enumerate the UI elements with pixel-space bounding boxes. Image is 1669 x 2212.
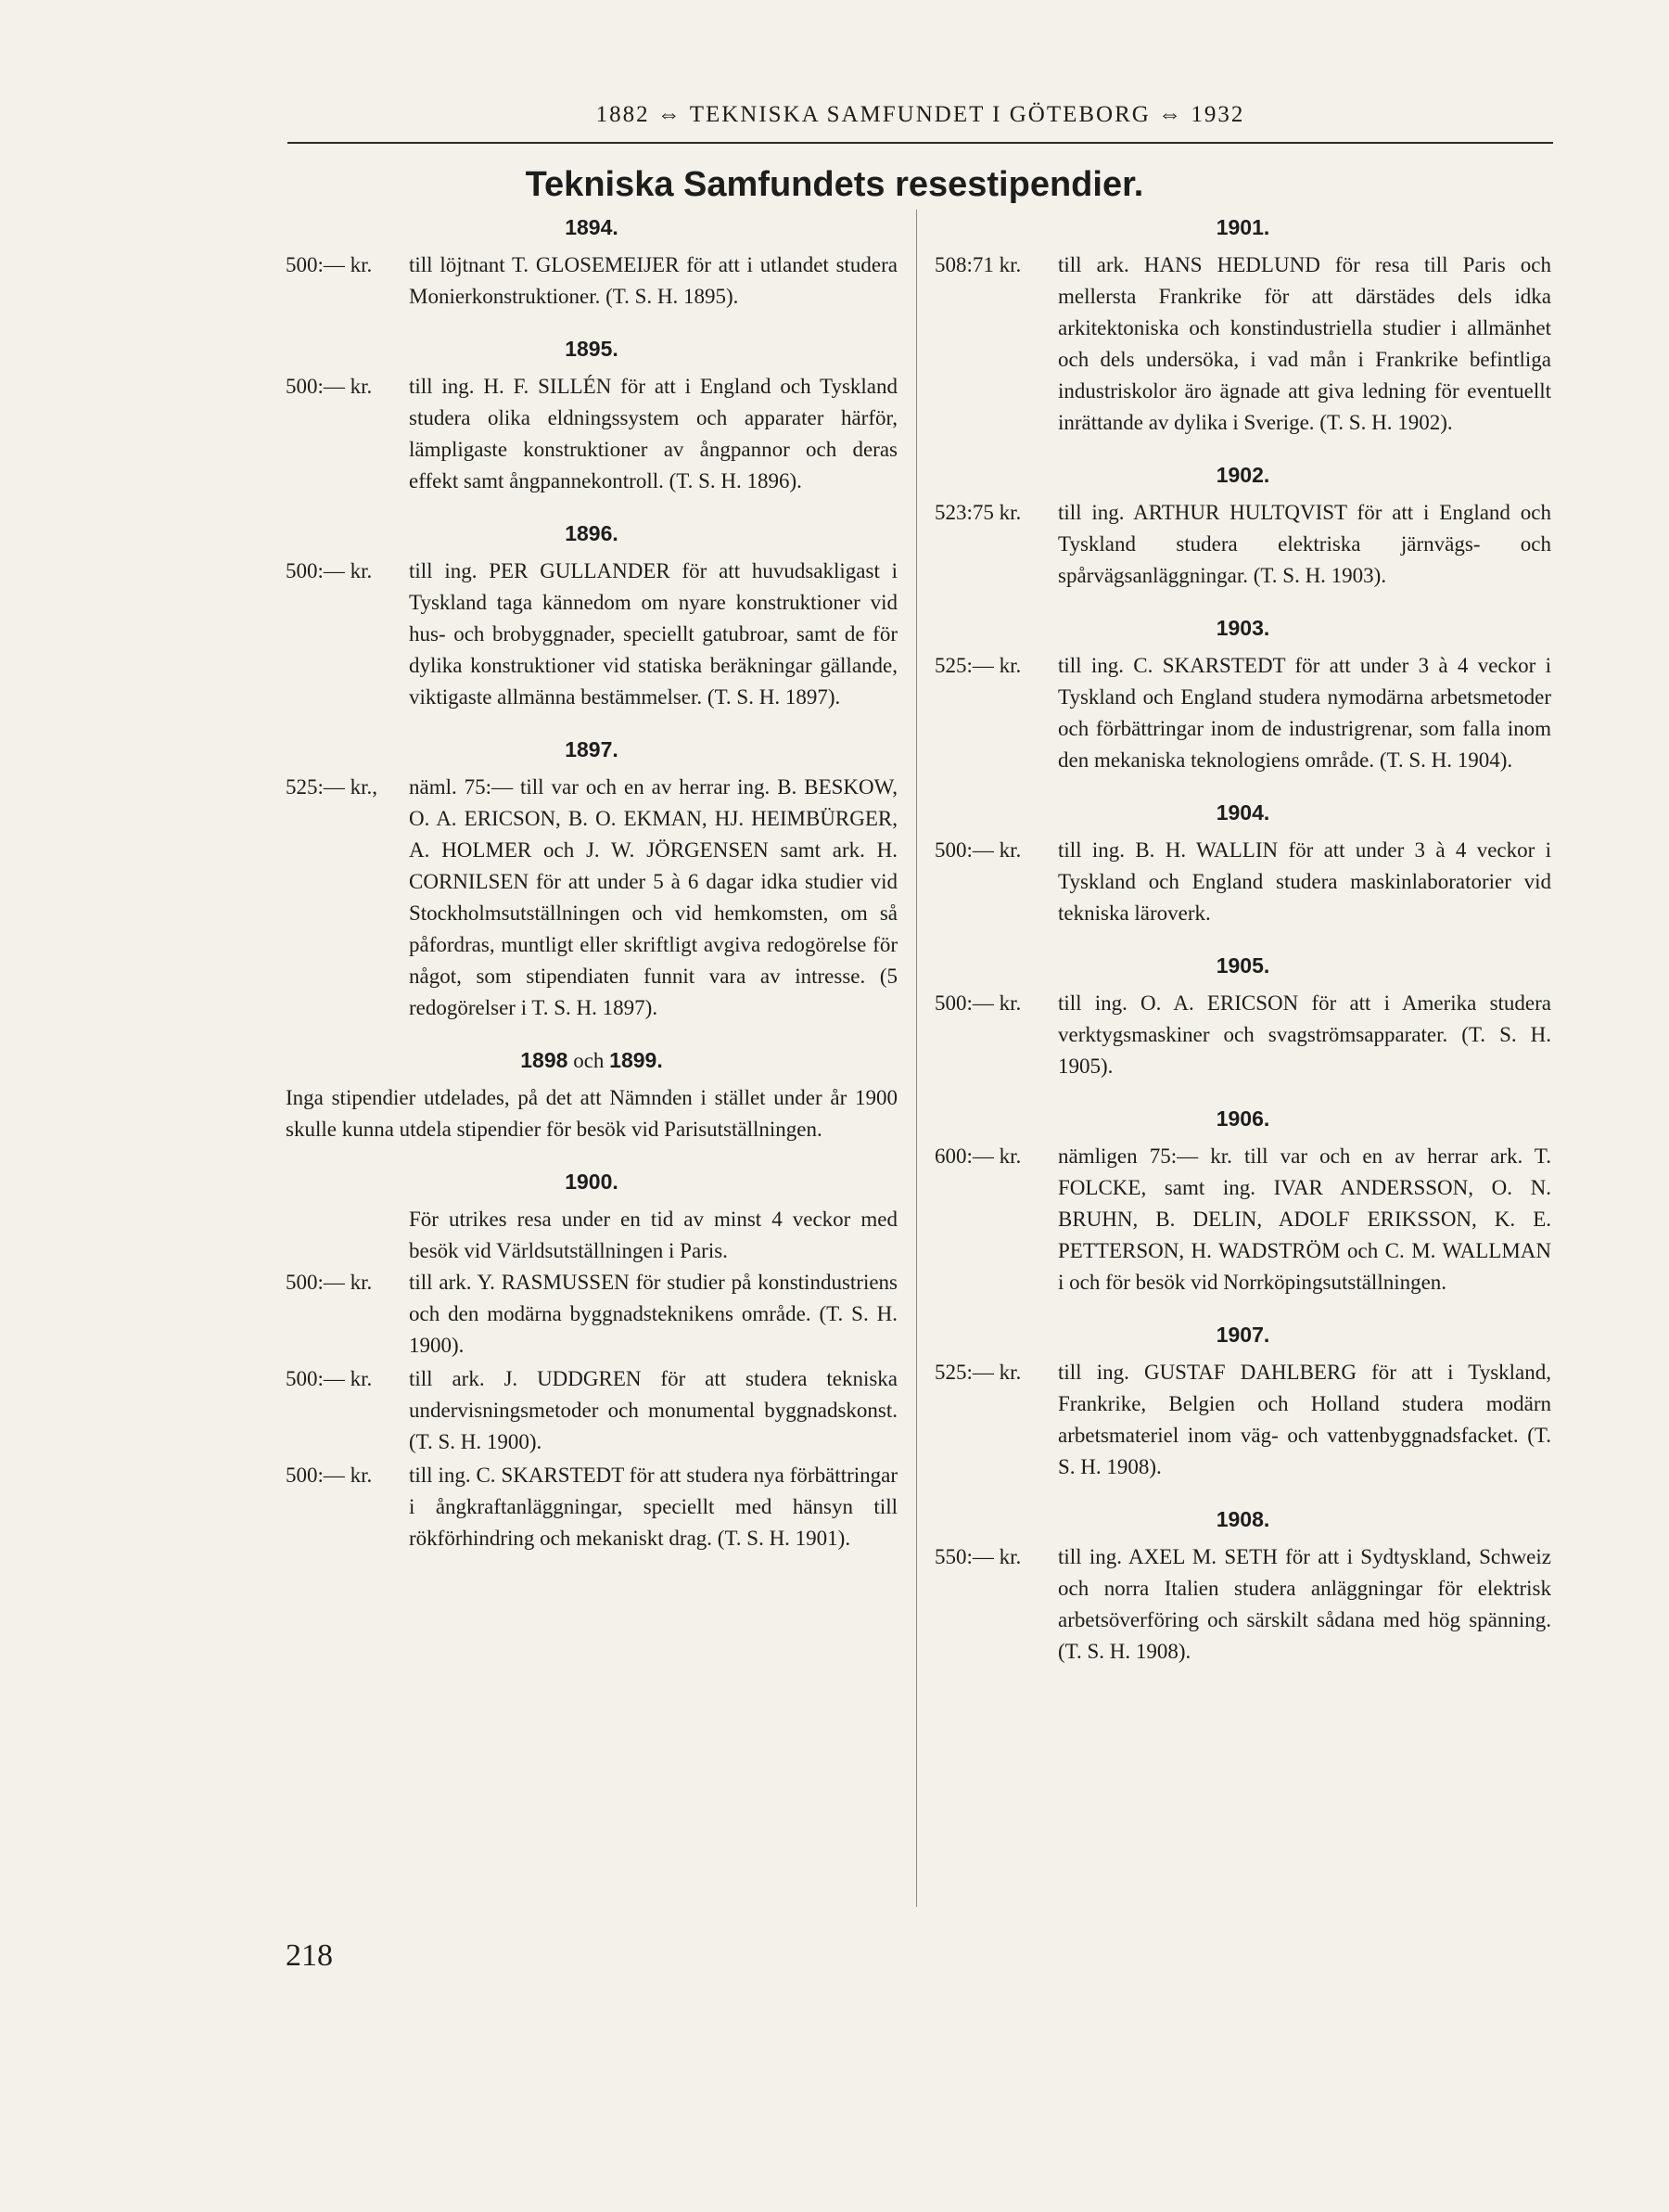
section-1904	[935, 800, 1551, 929]
entry-text: till ing. C. SKARSTEDT för att under 3 à 4 veckor i Tyskland och England studera nymodärna arbetsmetoder och förbättringar inom de industrigrenar, som falla inom den mekaniska teknologiens område. (T. S. H. 1904).	[1058, 654, 1551, 772]
stipend-entry	[935, 1357, 1551, 1483]
entry-text: till ing. GUSTAF DAHLBERG för att i Tyskland, Frankrike, Belgien och Holland studera modärn arbetsmateriel inom väg- och vattenbyggnadsfacket. (T. S. H. 1908).	[1058, 1361, 1551, 1478]
year-heading-second: 1899.	[609, 1048, 663, 1072]
section-1901	[935, 215, 1551, 439]
entry-text: till ing. B. H. WALLIN för att under 3 à 4 veckor i Tyskland och England studera maskinlaboratorier vid tekniska läroverk.	[1058, 838, 1551, 925]
stipend-entry	[935, 497, 1551, 592]
stipend-entry	[935, 1141, 1551, 1298]
year-heading: 1901.	[1216, 215, 1270, 239]
stipend-entry	[935, 835, 1551, 929]
stipend-entry	[286, 249, 898, 313]
stipend-entry	[935, 1541, 1551, 1668]
year-heading: 1897.	[565, 737, 618, 761]
year-heading	[286, 1048, 898, 1073]
entry-text: till löjtnant T. GLOSEMEIJER för att i utlandet studera Monierkonstruktioner. (T. S. H. 1895).	[409, 253, 898, 308]
entry-text: till ing. O. A. ERICSON för att i Amerika studera verktygsmaskiner och svagströmsapparater. (T. S. H. 1905).	[1058, 991, 1551, 1078]
year-heading: 1907.	[1216, 1323, 1270, 1347]
section-1905	[935, 953, 1551, 1082]
section-1902	[935, 463, 1551, 592]
entry-amount: 500:— kr.	[286, 375, 373, 398]
entry-text: nämligen 75:— kr. till var och en av herrar ark. T. FOLCKE, samt ing. IVAR ANDERSSON, O. N. BRUHN, B. DELIN, ADOLF ERIKSSON, K. E. PETTERSON, H. WADSTRÖM och C. M. WALLMAN i och för besök vid Norrköpingsutställningen.	[1058, 1144, 1551, 1294]
entry-amount: 525:— kr.,	[286, 775, 378, 799]
year-heading: 1906.	[1216, 1106, 1270, 1131]
stipend-entry	[286, 371, 898, 497]
section-paragraph: Inga stipendier utdelades, på det att Nämnden i stället under år 1900 skulle kunna utdela stipendier för besök vid Parisutställningen.	[286, 1086, 898, 1141]
entry-amount: 508:71 kr.	[935, 253, 1022, 276]
stipend-entry	[286, 1363, 898, 1458]
section-1894	[286, 215, 898, 313]
section-1906	[935, 1106, 1551, 1298]
entry-amount: 500:— kr.	[935, 838, 1022, 862]
column-divider	[916, 210, 917, 1907]
entry-text: till ark. HANS HEDLUND för resa till Paris och mellersta Frankrike för att därstädes dels idka arkitektoniska och konstindustriella studier i allmänhet och dels undersöka, i vad mån i Frankrike befintliga industriskolor äro ägnade att giva ledning för eventuellt inrättande av dylika i Sverige. (T. S. H. 1902).	[1058, 253, 1551, 434]
entry-amount: 550:— kr.	[935, 1545, 1022, 1568]
stipend-entry	[286, 1460, 898, 1554]
year-heading: 1903.	[1216, 616, 1270, 640]
page-title: Tekniska Samfundets resestipendier.	[525, 165, 1144, 204]
section-1895	[286, 337, 898, 497]
header-rule	[287, 142, 1553, 144]
entry-amount: 500:— kr.	[286, 253, 373, 276]
entry-text: till ing. C. SKARSTEDT för att studera nya förbättringar i ångkraftanläggningar, speciellt med hänsyn till rökförhindring och mekaniskt drag. (T. S. H. 1901).	[409, 1464, 898, 1550]
entry-amount: 600:— kr.	[935, 1144, 1022, 1168]
entry-amount: 523:75 kr.	[935, 501, 1022, 524]
entry-amount: 500:— kr.	[286, 1464, 373, 1487]
section-1908	[935, 1507, 1551, 1668]
year-heading: 1902.	[1216, 463, 1270, 487]
section-1896	[286, 521, 898, 713]
section-1907	[935, 1323, 1551, 1483]
section-1900	[286, 1170, 898, 1554]
section-1898-1899	[286, 1048, 898, 1145]
section-1903	[935, 616, 1551, 776]
stipend-entry	[286, 556, 898, 713]
page-number: 218	[286, 1938, 333, 1973]
right-column	[935, 215, 1551, 1692]
entry-text: till ing. PER GULLANDER för att huvudsakligast i Tyskland taga kännedom om nyare konstruktioner vid hus- och brobyggnader, speciellt gatubroar, samt de för dylika konstruktioner vid statiska beräkningar gällande, viktigaste allmänna bestämmelser. (T. S. H. 1897).	[409, 559, 898, 709]
entry-amount: 500:— kr.	[286, 1271, 373, 1294]
year-heading-conjunction: och	[567, 1049, 610, 1072]
entry-text: till ing. AXEL M. SETH för att i Sydtyskland, Schweiz och norra Italien studera anläggningar för elektrisk arbetsöverföring och särskilt sådana med hög spänning. (T. S. H. 1908).	[1058, 1545, 1551, 1663]
stipend-entry	[935, 988, 1551, 1082]
entry-amount: 500:— kr.	[286, 559, 373, 582]
entry-amount: 500:— kr.	[935, 991, 1022, 1015]
entry-amount: 500:— kr.	[286, 1367, 373, 1390]
year-heading: 1900.	[565, 1170, 618, 1194]
entry-amount: 525:— kr.	[935, 1361, 1022, 1384]
entry-amount: 525:— kr.	[935, 654, 1022, 677]
stipend-entry	[286, 1267, 898, 1362]
running-head: 1882 ⇔ TEKNISKA SAMFUNDET I GÖTEBORG ⇔ 1932	[595, 102, 1245, 127]
entry-text: näml. 75:— till var och en av herrar ing. B. BESKOW, O. A. ERICSON, B. O. EKMAN, HJ. HEIMBÜRGER, A. HOLMER och J. W. JÖRGENSEN samt ark. H. CORNILSEN för att under 5 à 6 dagar idka studier vid Stockholmsutställningen och vid hemkomsten, om så påfordras, muntligt eller skriftligt avgiva redogörelse för något, som stipendiaten funnit vara av intresse. (5 redogörelser i T. S. H. 1897).	[409, 775, 898, 1019]
section-1897	[286, 737, 898, 1024]
entry-text: till ark. Y. RASMUSSEN för studier på konstindustriens och den modärna byggnadsteknikens område. (T. S. H. 1900).	[409, 1271, 898, 1357]
entry-text: till ark. J. UDDGREN för att studera tekniska undervisningsmetoder och monumental byggnadskonst. (T. S. H. 1900).	[409, 1367, 898, 1453]
stipend-entry	[286, 772, 898, 1024]
year-heading: 1895.	[565, 337, 618, 361]
entry-text: till ing. ARTHUR HULTQVIST för att i England och Tyskland studera elektriska järnvägs- och spårvägsanläggningar. (T. S. H. 1903).	[1058, 501, 1551, 587]
year-heading: 1896.	[565, 521, 618, 545]
stipend-entry	[935, 650, 1551, 776]
section-intro: För utrikes resa under en tid av minst 4 veckor med besök vid Världsutställningen i Paris.	[409, 1208, 898, 1262]
year-heading-first: 1898	[520, 1048, 568, 1072]
year-heading: 1894.	[565, 215, 618, 239]
left-column	[286, 215, 898, 1579]
year-heading: 1904.	[1216, 800, 1270, 825]
entry-text: till ing. H. F. SILLÉN för att i England och Tyskland studera olika eldningssystem och apparater härför, lämpligaste konstruktioner av ångpannor och deras effekt samt ångpannekontroll. (T. S. H. 1896).	[409, 375, 898, 492]
year-heading: 1905.	[1216, 953, 1270, 978]
stipend-entry	[935, 249, 1551, 439]
year-heading: 1908.	[1216, 1507, 1270, 1531]
